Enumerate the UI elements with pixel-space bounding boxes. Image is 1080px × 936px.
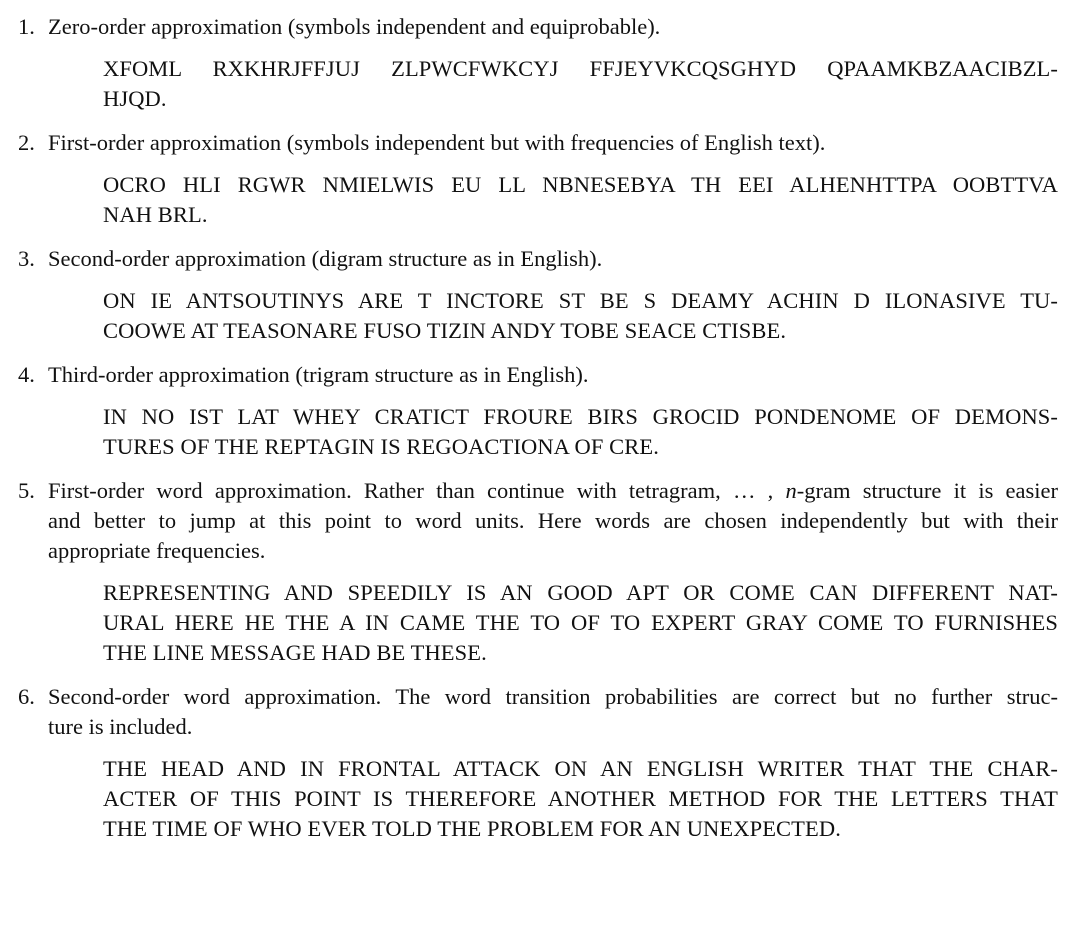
description-line: ture is included.: [48, 714, 193, 739]
description-fragment: First-order word approximation. Rather than continue with tetragram, … ,: [48, 478, 774, 503]
sample-line: REPRESENTING AND SPEEDILY IS AN GOOD APT OR COME CAN DIFFERENT NAT-: [103, 580, 1058, 605]
item-number: 1.: [18, 14, 35, 39]
sample-text: [103, 578, 1058, 668]
item-description: First-order approximation (symbols independent but with frequencies of English text).: [48, 130, 826, 155]
sample-line: HJQD.: [103, 86, 167, 111]
sample-text: [103, 402, 1058, 462]
sample-text: [103, 286, 1058, 346]
list-item-4: [18, 360, 1058, 462]
list-item-2: [18, 128, 1058, 230]
item-number: 4.: [18, 362, 35, 387]
list-item-6: [18, 682, 1058, 844]
description-line: and better to jump at this point to word units. Here words are chosen independently but with their: [48, 508, 1058, 533]
sample-line: NAH BRL.: [103, 202, 208, 227]
list-item-3: [18, 244, 1058, 346]
description-line: Second-order word approximation. The word transition probabilities are correct but no further struc-: [48, 684, 1058, 709]
sample-text: [103, 54, 1058, 114]
item-number: 5.: [18, 478, 35, 503]
sample-line: URAL HERE HE THE A IN CAME THE TO OF TO EXPERT GRAY COME TO FURNISHES: [103, 610, 1058, 635]
sample-line: THE TIME OF WHO EVER TOLD THE PROBLEM FOR AN UNEXPECTED.: [103, 816, 841, 841]
sample-line: THE LINE MESSAGE HAD BE THESE.: [103, 640, 487, 665]
item-number: 3.: [18, 246, 35, 271]
sample-line: XFOML RXKHRJFFJUJ ZLPWCFWKCYJ FFJEYVKCQSGHYD QPAAMKBZAACIBZL-: [103, 56, 1058, 81]
sample-line: THE HEAD AND IN FRONTAL ATTACK ON AN ENGLISH WRITER THAT THE CHAR-: [103, 756, 1058, 781]
sample-text: [103, 754, 1058, 844]
sample-line: IN NO IST LAT WHEY CRATICT FROURE BIRS GROCID PONDENOME OF DEMONS-: [103, 404, 1058, 429]
item-description: [48, 476, 1058, 566]
description-line: appropriate frequencies.: [48, 538, 266, 563]
sample-text: [103, 170, 1058, 230]
description-line: [48, 476, 1058, 506]
sample-line: OCRO HLI RGWR NMIELWIS EU LL NBNESEBYA TH EEI ALHENHTTPA OOBTTVA: [103, 172, 1058, 197]
item-description: Zero-order approximation (symbols independent and equiprobable).: [48, 14, 661, 39]
item-number: 2.: [18, 130, 35, 155]
list-item-1: [18, 12, 1058, 114]
item-number: 6.: [18, 684, 35, 709]
sample-line: TURES OF THE REPTAGIN IS REGOACTIONA OF CRE.: [103, 434, 659, 459]
description-fragment: -gram structure it is easier: [796, 478, 1058, 503]
sample-line: COOWE AT TEASONARE FUSO TIZIN ANDY TOBE SEACE CTISBE.: [103, 318, 787, 343]
item-description: [48, 682, 1058, 742]
item-description: Third-order approximation (trigram structure as in English).: [48, 362, 589, 387]
item-description: Second-order approximation (digram structure as in English).: [48, 246, 603, 271]
sample-line: ACTER OF THIS POINT IS THEREFORE ANOTHER METHOD FOR THE LETTERS THAT: [103, 786, 1058, 811]
n-italic: n: [785, 478, 797, 503]
list-item-5: [18, 476, 1058, 668]
sample-line: ON IE ANTSOUTINYS ARE T INCTORE ST BE S DEAMY ACHIN D ILONASIVE TU-: [103, 288, 1058, 313]
